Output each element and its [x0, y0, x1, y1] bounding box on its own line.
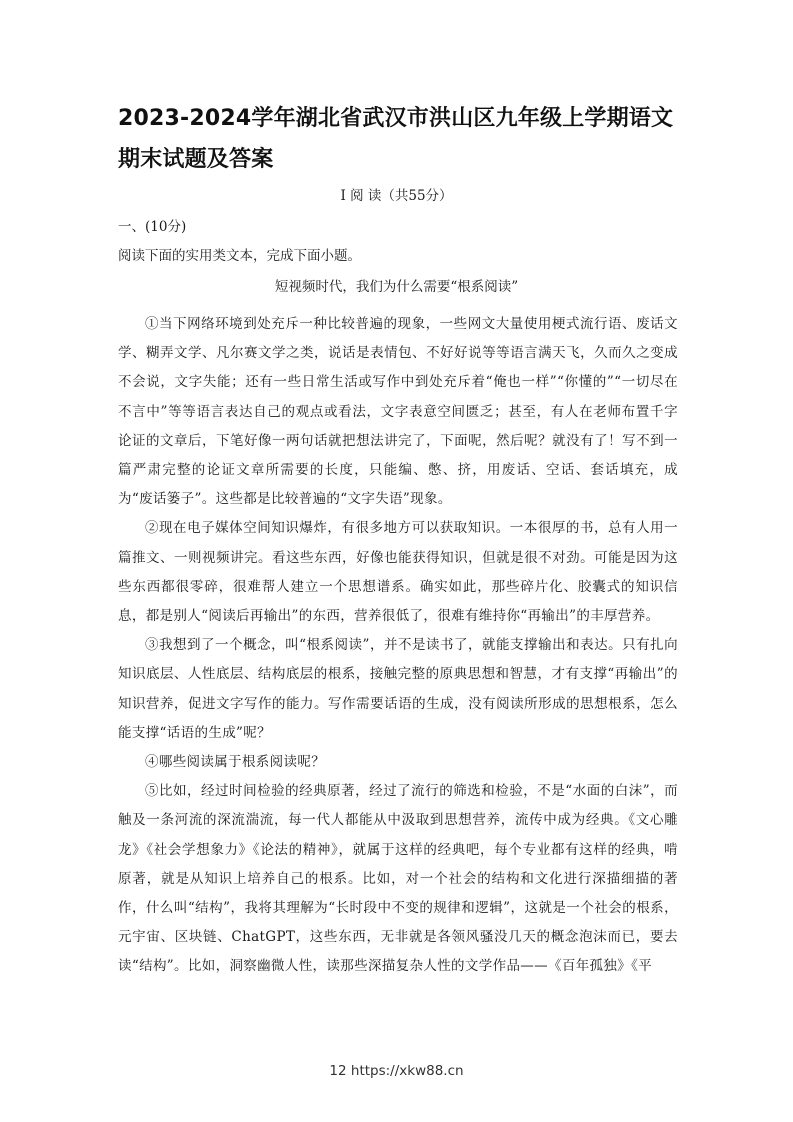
document-title: 2023-2024学年湖北省武汉市洪山区九年级上学期语文期末试题及答案 — [118, 106, 674, 172]
article-body — [118, 310, 678, 982]
paragraph-4: ④哪些阅读属于根系阅读呢？ — [145, 754, 326, 771]
question-number: 一、(10分) — [118, 219, 187, 235]
paragraph-2: ②现在电子媒体空间知识爆炸，有很多地方可以获取知识。一本很厚的书，总有人用一篇推文、一则视频讲完。看这些东西，好像也能获得知识，但就是很不对劲。可能是因为这些东西都很零碎，很难帮人建立一个思想谱系。确实如此，那些碎片化、胶囊式的知识信息，都是别人“阅读后再输出”的东西，营养很低了，很难有维持你“再输出”的丰厚营养。 — [118, 520, 678, 625]
paragraph-5: ⑤比如，经过时间检验的经典原著，经过了流行的筛选和检验，不是“水面的白沫”，而触及一条河流的深流湍流，每一代人都能从中汲取到思想营养，流传中成为经典。《文心雕龙》《社会学想象力》《论法的精神》，就属于这样的经典吧，每个专业都有这样的经典，啃原著，就是从知识上培养自己的根系。比如，对一个社会的结构和文化进行深描细描的著作，什么叫“结构”，我将其理解为“长时段中不变的规律和逻辑”，这就是一个社会的根系，元宇宙、区块链、ChatGPT，这些东西，无非就是各领风骚没几天的概念泡沫而已，要去读“结构”。比如，洞察幽微人性，读那些深描复杂人性的文学作品——《百年孤独》《平 — [118, 783, 678, 975]
article-title: 短视频时代，我们为什么需要“根系阅读” — [274, 279, 519, 295]
paragraph-3: ③我想到了一个概念，叫“根系阅读”，并不是读书了，就能支撑输出和表达。只有扎向知识底层、人性底层、结构底层的根系，接触完整的原典思想和智慧，才有支撑“再输出”的知识营养，促进文字写作的能力。写作需要话语的生成，没有阅读所形成的思想根系，怎么能支撑“话语的生成”呢？ — [118, 637, 678, 741]
paragraph-1: ①当下网络环境到处充斥一种比较普遍的现象，一些网文大量使用梗式流行语、废话文学、糊弄文学、凡尔赛文学之类，说话是表情包、不好好说等等语言满天飞，久而久之变成不会说，文字失能；还有一些日常生活或写作中到处充斥着“俺也一样”“你懂的”“一切尽在不言中”等等语言表达自己的观点或看法，文字表意空间匮乏；甚至，有人在老师布置千字论证的文章后，下笔好像一两句话就把想法讲完了，下面呢，然后呢？就没有了！写不到一篇严肃完整的论证文章所需要的长度，只能编、憋、挤，用废话、空话、套话填充，成为“废话篓子”。这些都是比较普遍的“文字失语”现象。 — [118, 316, 678, 508]
instruction-text: 阅读下面的实用类文本，完成下面小题。 — [118, 248, 361, 264]
section-heading: Ⅰ 阅 读（共55分） — [340, 188, 453, 204]
page-footer: 12 https://xkw88.cn — [329, 1063, 464, 1079]
